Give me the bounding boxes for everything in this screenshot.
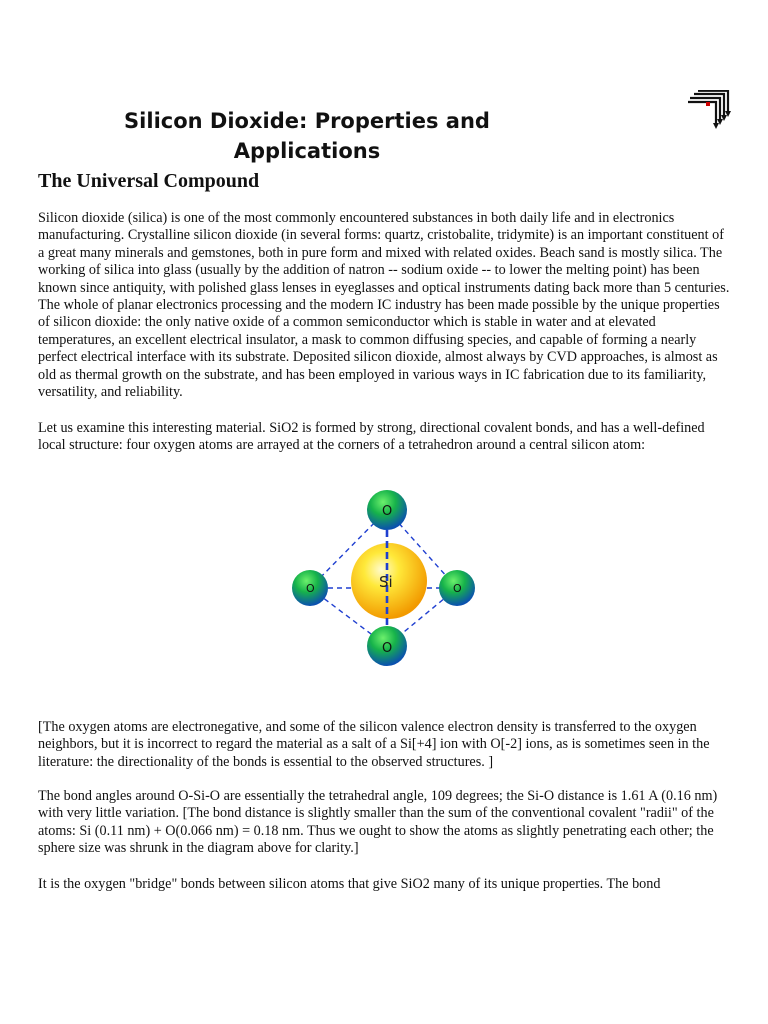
silicon-label: Si — [379, 573, 393, 591]
intro-paragraph: Silicon dioxide (silica) is one of the most commonly encountered substances in both daily life and in electronics manufacturing. Crystalline silicon dioxide (in several forms: quartz, cristobalite, tridymite) is an important constituent of a great many minerals and gemstones, both in pure form and mixed with related oxides. Beach sand is mostly silica. The working of silica into glass (usually by the addition of natron -- sodium oxide -- to lower the melting point) has been known since antiquity, with polished glass lenses in eyeglasses and optical instruments dating back more than 5 centuries. The whole of planar electronics processing and the modern IC industry has been made possible by the unique properties of silicon dioxide: the only native oxide of a common semiconductor which is stable in water and at elevated temperatures, an excellent electrical insulator, a mask to common diffusing species, and capable of forming a nearly perfect electrical interface with its substrate. Deposited silicon dioxide, almost always by CVD approaches, is almost as old as thermal growth on the substrate, and has been employed in various ways in IC fabrication due to its familiarity, versatility, and reliability. — [38, 210, 730, 401]
bridge-bond-paragraph: It is the oxygen "bridge" bonds between silicon atoms that give SiO2 many of its unique properties. The bond — [38, 876, 661, 892]
electronegativity-paragraph: [The oxygen atoms are electronegative, and some of the silicon valence electron density is transferred to the oxygen neighbors, but it is incorrect to regard the material as a salt of a Si[+4] ion with O[-2] ions, as is sometimes seen in the literature: the directionality of the bonds is essential to the observed structures. ] — [38, 719, 710, 770]
oxygen-label-left: O — [306, 582, 315, 595]
structure-paragraph: Let us examine this interesting material. SiO2 is formed by strong, directional covalent bonds, and has a well-defined local structure: four oxygen atoms are arrayed at the corners of a tetrahedron around a central silicon atom: — [38, 420, 705, 454]
oxygen-label-top: O — [382, 504, 393, 519]
sio2-tetrahedron-diagram — [280, 478, 490, 678]
bond-angle-paragraph: The bond angles around O-Si-O are essentially the tetrahedral angle, 109 degrees; the Si-O distance is 1.61 A (0.16 nm) with very little variation. [The bond distance is slightly smaller than the sum of the conventional covalent "radii" of the atoms: Si (0.11 nm) + O(0.066 nm) = 0.18 nm. Thus we ought to show the atoms as slightly penetrating each other; the sphere size was shrunk in the diagram above for clarity.] — [38, 788, 718, 857]
section-heading: The Universal Compound — [38, 170, 260, 192]
stacked-arrows-logo-icon — [686, 90, 732, 130]
oxygen-label-right: O — [453, 582, 462, 595]
page-title: Silicon Dioxide: Properties and Applications — [124, 109, 490, 163]
oxygen-label-bottom: O — [382, 641, 393, 656]
